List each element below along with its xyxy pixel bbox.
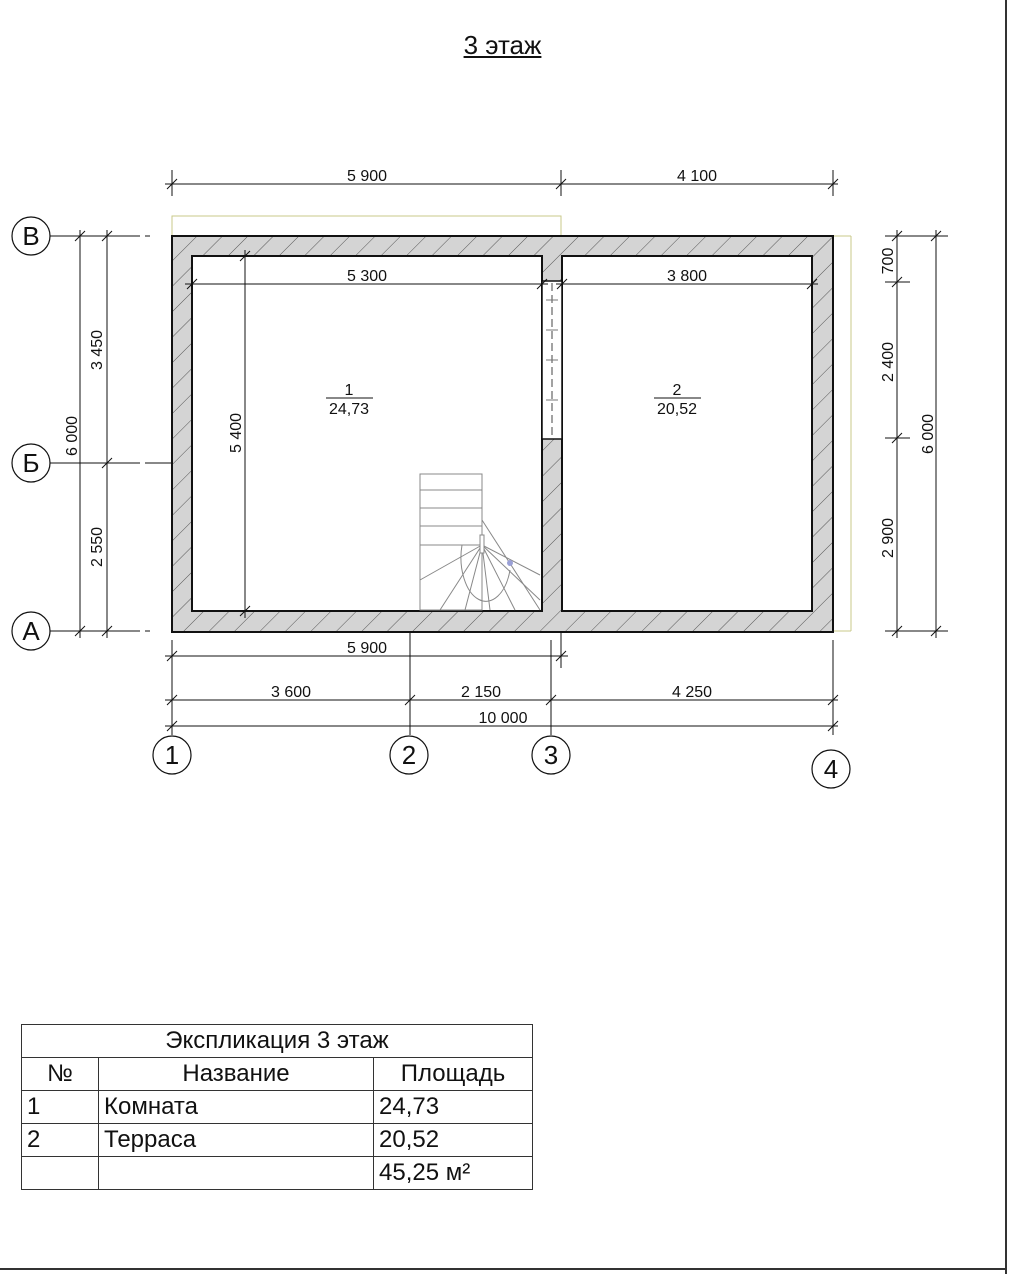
dim-room1-height: 5 400 xyxy=(228,412,245,454)
axis-row-b: Б xyxy=(22,448,40,478)
dim-right-3: 2 900 xyxy=(880,517,897,559)
dim-left-upper: 3 450 xyxy=(89,329,106,371)
table-row xyxy=(22,1124,533,1157)
col-axis-markers xyxy=(153,736,850,788)
room-2-number: 2 xyxy=(672,382,682,399)
table-row xyxy=(22,1091,533,1124)
dim-right-total: 6 000 xyxy=(920,413,937,455)
staircase xyxy=(420,474,540,610)
room-1-area: 24,73 xyxy=(328,401,370,418)
dim-right-2: 2 400 xyxy=(880,341,897,383)
total-area: 45,25 м² xyxy=(374,1157,533,1190)
dim-room2-width: 3 800 xyxy=(666,268,708,285)
row-name: Комната xyxy=(99,1091,374,1124)
sheet-frame-bottom xyxy=(0,1268,1007,1270)
walls xyxy=(172,236,833,632)
explication-table xyxy=(21,1024,533,1190)
dim-right-1: 700 xyxy=(880,247,897,275)
axis-col-3: 3 xyxy=(543,740,559,770)
stair-marker xyxy=(507,560,513,566)
row-number: 1 xyxy=(22,1091,99,1124)
row-area: 20,52 xyxy=(374,1124,533,1157)
axis-col-4: 4 xyxy=(823,754,839,784)
row-name xyxy=(99,1157,374,1190)
header-number: № xyxy=(22,1058,99,1091)
axis-col-1: 1 xyxy=(164,740,180,770)
sheet-title: 3 этаж xyxy=(463,30,542,60)
row-number: 2 xyxy=(22,1124,99,1157)
sheet-frame-right xyxy=(1005,0,1007,1274)
axis-row-v: В xyxy=(22,221,40,251)
dim-top-left: 5 900 xyxy=(346,168,388,185)
header-area: Площадь xyxy=(374,1058,533,1091)
header-name: Название xyxy=(99,1058,374,1091)
dim-bottom-1: 3 600 xyxy=(270,684,312,701)
dim-bottom-2: 2 150 xyxy=(460,684,502,701)
row-axis-markers xyxy=(12,217,50,650)
inner-dimension-lines xyxy=(185,250,818,618)
dim-top-right: 4 100 xyxy=(676,168,718,185)
room-1-number: 1 xyxy=(344,382,354,399)
dim-bottom-3: 4 250 xyxy=(671,684,713,701)
row-name: Терраса xyxy=(99,1124,374,1157)
row-number xyxy=(22,1157,99,1190)
row-area: 24,73 xyxy=(374,1091,533,1124)
dim-bottom-inner: 5 900 xyxy=(346,640,388,657)
axis-col-2: 2 xyxy=(401,740,417,770)
explication-caption: Экспликация 3 этаж xyxy=(22,1025,533,1058)
dim-left-lower: 2 550 xyxy=(89,526,106,568)
dim-left-total: 6 000 xyxy=(64,415,81,457)
dim-room1-width: 5 300 xyxy=(346,268,388,285)
room-2-area: 20,52 xyxy=(656,401,698,418)
right-dimension-lines xyxy=(885,230,948,638)
top-dimension-line xyxy=(165,170,838,196)
table-row-total xyxy=(22,1157,533,1190)
dim-bottom-total: 10 000 xyxy=(478,710,528,727)
upper-outline xyxy=(172,216,561,236)
axis-row-a: А xyxy=(22,616,40,646)
